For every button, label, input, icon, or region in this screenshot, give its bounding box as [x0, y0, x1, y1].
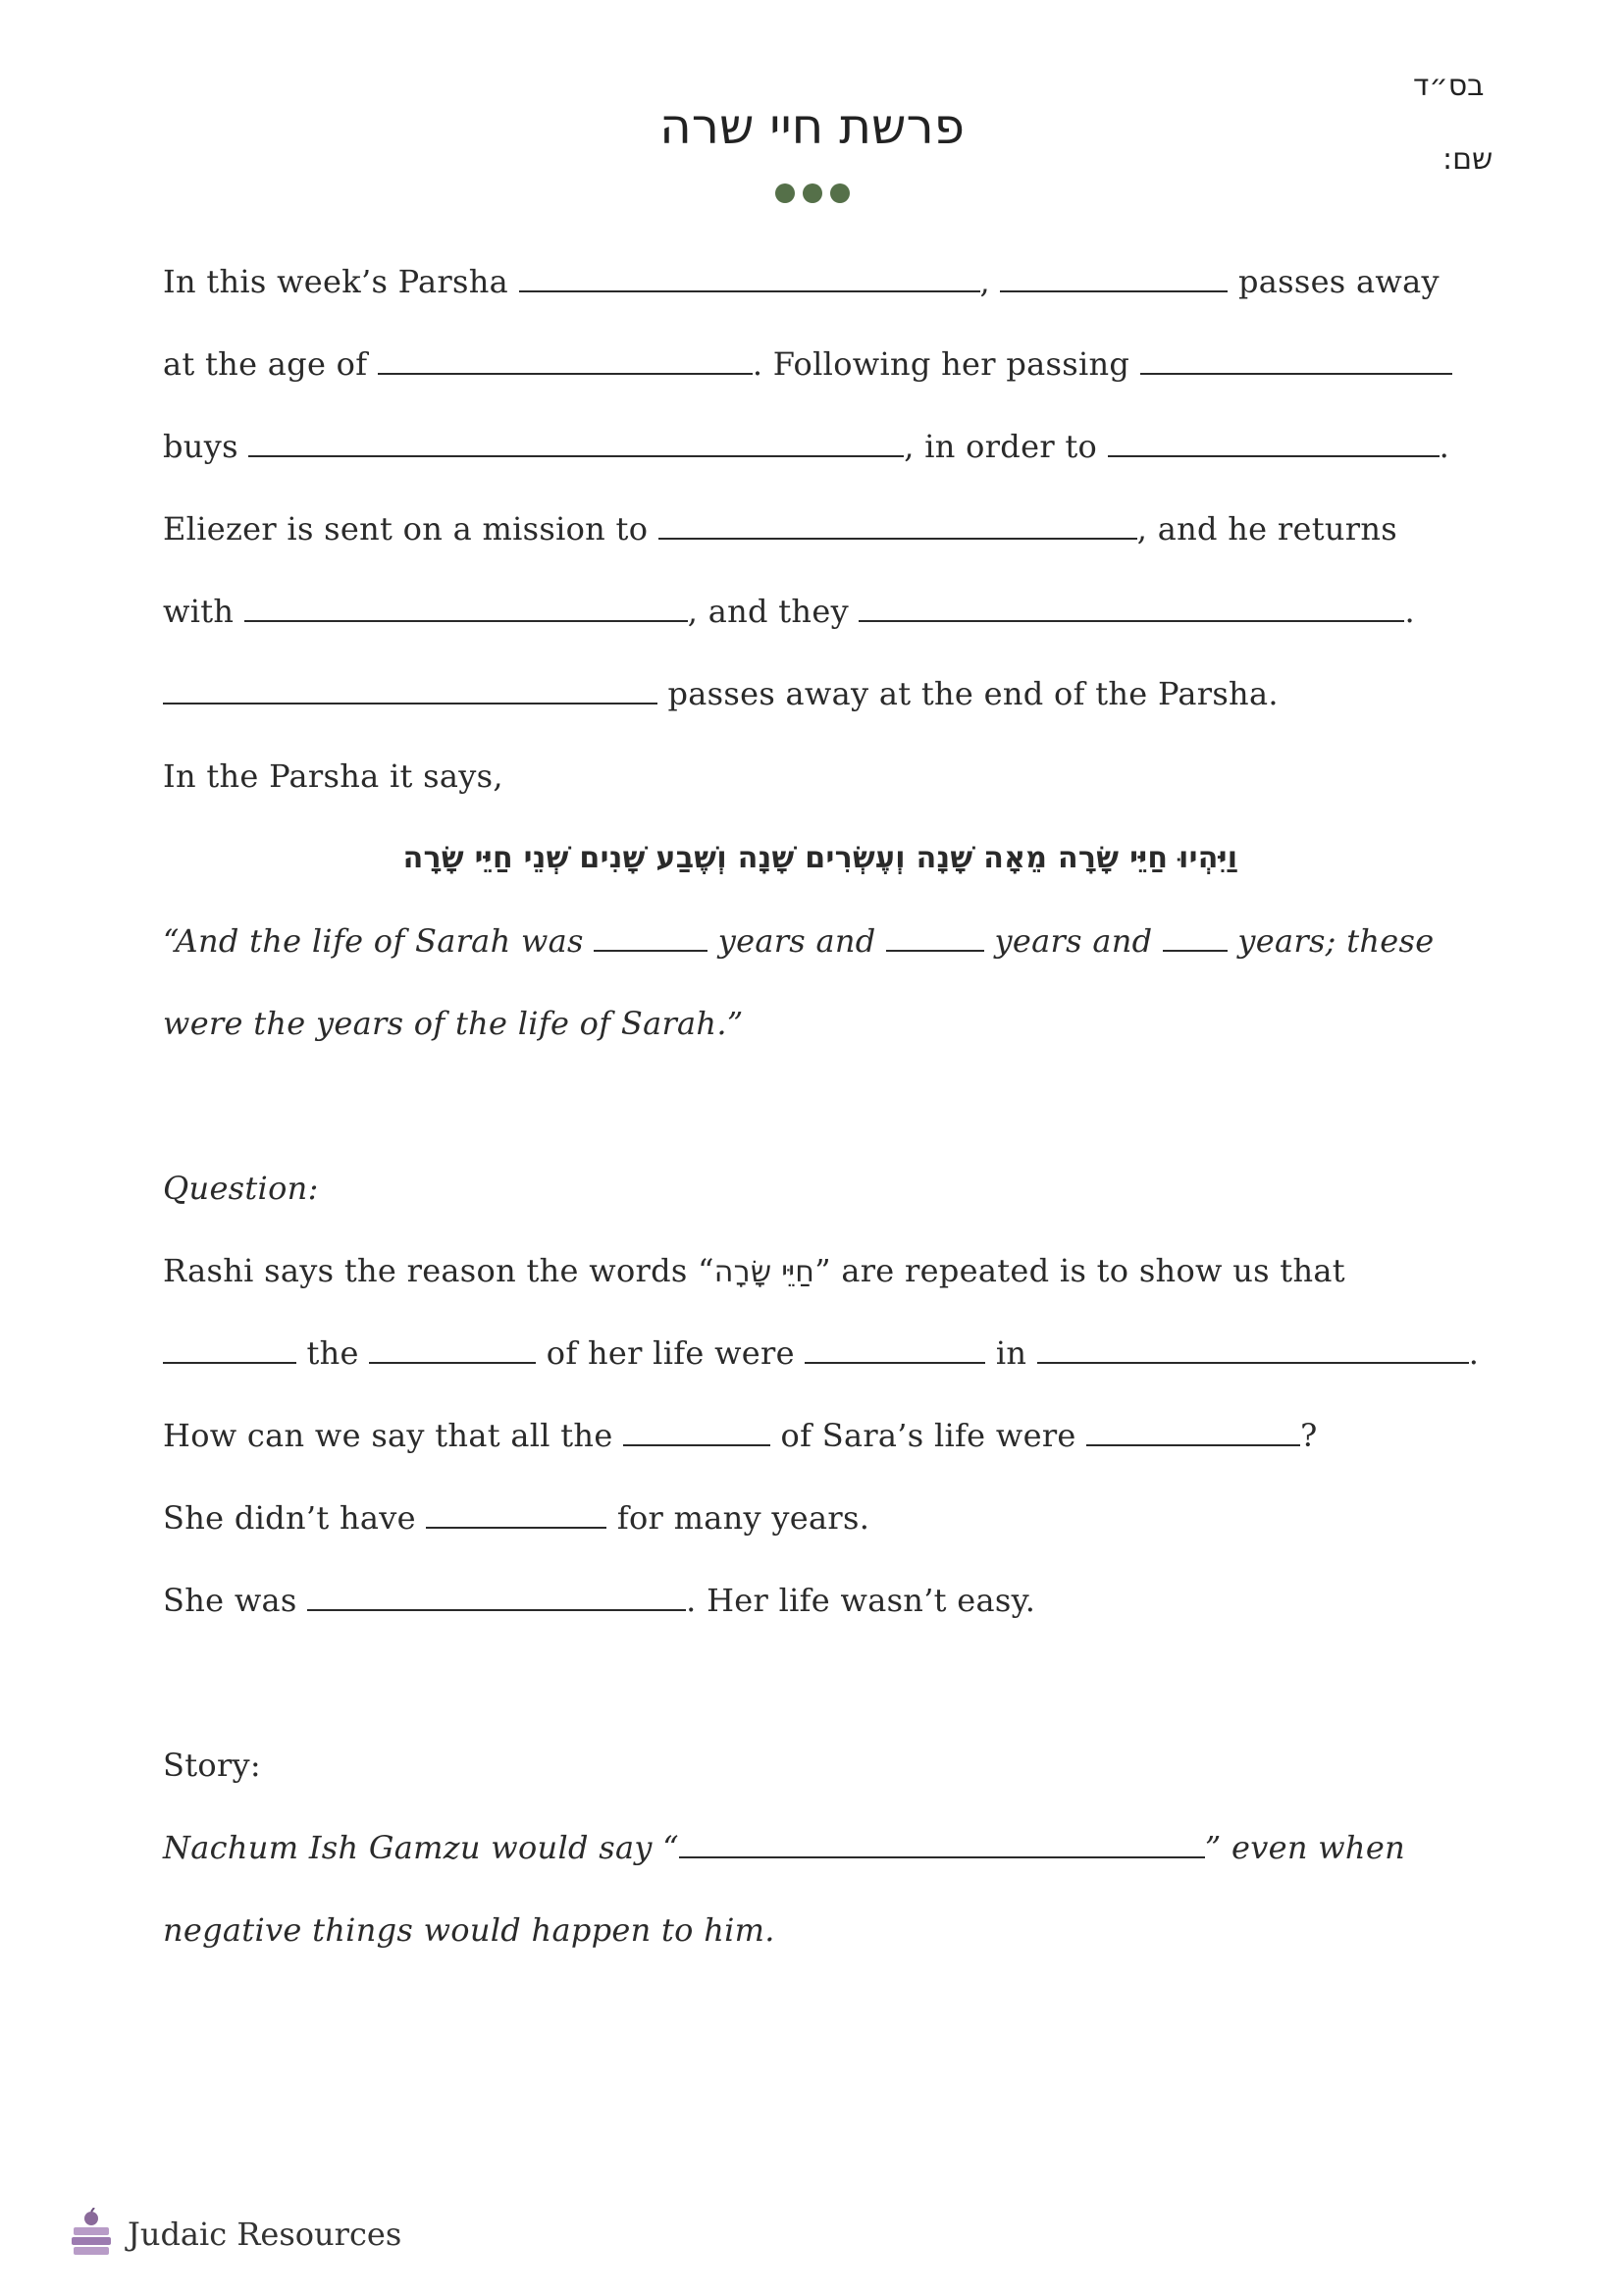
page-title: פרשת חיי שרה — [659, 98, 965, 155]
translation-line — [163, 910, 1478, 992]
blank-q-8[interactable] — [307, 1576, 686, 1611]
text: She was — [163, 1582, 297, 1619]
text: “And the life of Sarah was — [163, 922, 584, 960]
blank-who-passes-end[interactable] — [163, 669, 657, 704]
divider-dot — [830, 183, 850, 203]
footer-brand: Judaic Resources — [128, 2216, 402, 2253]
text: Nachum Ish Gamzu would say “ — [163, 1829, 679, 1866]
blank-story[interactable] — [679, 1823, 1205, 1858]
text: How can we say that all the — [163, 1417, 613, 1454]
text: . Following her passing — [752, 345, 1130, 383]
blank-q-7[interactable] — [426, 1493, 606, 1529]
text-line — [163, 250, 1478, 333]
text: In the Parsha it says, — [163, 757, 503, 795]
text: In this week’s Parsha — [163, 263, 509, 300]
hebrew-words: חַיֵּי שָׂרָה — [713, 1255, 815, 1289]
text: passes away at the end of the Parsha. — [667, 675, 1279, 712]
footer — [69, 2208, 401, 2261]
blank-q-5[interactable] — [623, 1411, 770, 1446]
text: She didn’t have — [163, 1499, 416, 1537]
bsd-header: בס״ד — [1413, 69, 1485, 103]
blank-q-2[interactable] — [369, 1329, 536, 1364]
blank-years-3[interactable] — [1163, 916, 1228, 952]
blank-returns-with[interactable] — [244, 587, 688, 622]
text: for many years. — [616, 1499, 870, 1537]
blank-years-2[interactable] — [886, 916, 984, 952]
blank-who-buys[interactable] — [1140, 339, 1452, 375]
translation-line — [163, 992, 1478, 1074]
blank-purpose[interactable] — [1108, 422, 1440, 457]
blank-parsha-name[interactable] — [519, 257, 980, 292]
text: were the years of the life of Sarah.” — [163, 1005, 744, 1042]
text: negative things would happen to him. — [163, 1911, 775, 1949]
books-apple-icon — [69, 2208, 114, 2261]
blank-q-1[interactable] — [163, 1329, 296, 1364]
text: . — [1439, 428, 1450, 465]
text: . — [1468, 1334, 1480, 1372]
worksheet-content — [163, 250, 1478, 1981]
text-line — [163, 580, 1478, 662]
text: , and they — [687, 593, 849, 630]
text-line — [163, 497, 1478, 580]
text: , and he returns — [1136, 510, 1398, 548]
text-line — [163, 333, 1478, 415]
text: . — [1404, 593, 1415, 630]
text-line — [163, 1816, 1478, 1899]
text: the — [306, 1334, 359, 1372]
text: of Sara’s life were — [780, 1417, 1076, 1454]
text: years and — [994, 922, 1153, 960]
text-line — [163, 1487, 1478, 1569]
text-line — [163, 1404, 1478, 1487]
text-line — [163, 1239, 1478, 1322]
text: , in order to — [904, 428, 1098, 465]
spacer — [163, 1651, 1478, 1734]
text-line — [163, 662, 1478, 745]
text: of her life were — [546, 1334, 795, 1372]
blank-q-3[interactable] — [805, 1329, 985, 1364]
name-label: שם: — [1442, 142, 1493, 177]
text: passes away — [1237, 263, 1440, 300]
divider-dot — [803, 183, 822, 203]
text: ? — [1300, 1417, 1318, 1454]
text: years; these — [1237, 922, 1435, 960]
blank-years-1[interactable] — [594, 916, 707, 952]
text-line — [163, 1899, 1478, 1981]
text: with — [163, 593, 235, 630]
blank-who-passes[interactable] — [1000, 257, 1228, 292]
text: in — [995, 1334, 1027, 1372]
text-line — [163, 415, 1478, 497]
hebrew-verse: וַיִּהְיוּ חַיֵּי שָׂרָה מֵאָה שָׁנָה וְעֶשְׂרִים שָׁנָה וְשֶׁבַע שָׁנִים שְׁנֵי חַיֵּי שָׂרָה — [402, 841, 1238, 875]
text: , — [979, 263, 990, 300]
blank-mission[interactable] — [658, 504, 1137, 540]
text: buys — [163, 428, 238, 465]
blank-q-4[interactable] — [1037, 1329, 1469, 1364]
blank-and-they[interactable] — [859, 587, 1404, 622]
blank-q-6[interactable] — [1086, 1411, 1300, 1446]
divider-dot — [775, 183, 795, 203]
text: Rashi says the reason the words “ — [163, 1252, 714, 1289]
title-divider-dots — [0, 183, 1624, 203]
text-line — [163, 1322, 1478, 1404]
text: years and — [717, 922, 876, 960]
text-line — [163, 1569, 1478, 1651]
text: . Her life wasn’t easy. — [686, 1582, 1036, 1619]
text: Eliezer is sent on a mission to — [163, 510, 649, 548]
question-heading: Question: — [163, 1170, 319, 1207]
text: ” are repeated is to show us that — [814, 1252, 1345, 1289]
spacer — [163, 1074, 1478, 1157]
blank-what-bought[interactable] — [248, 422, 904, 457]
text: at the age of — [163, 345, 368, 383]
text-line — [163, 745, 1478, 827]
text: ” even when — [1204, 1829, 1405, 1866]
blank-age[interactable] — [378, 339, 753, 375]
story-heading: Story: — [163, 1747, 262, 1784]
